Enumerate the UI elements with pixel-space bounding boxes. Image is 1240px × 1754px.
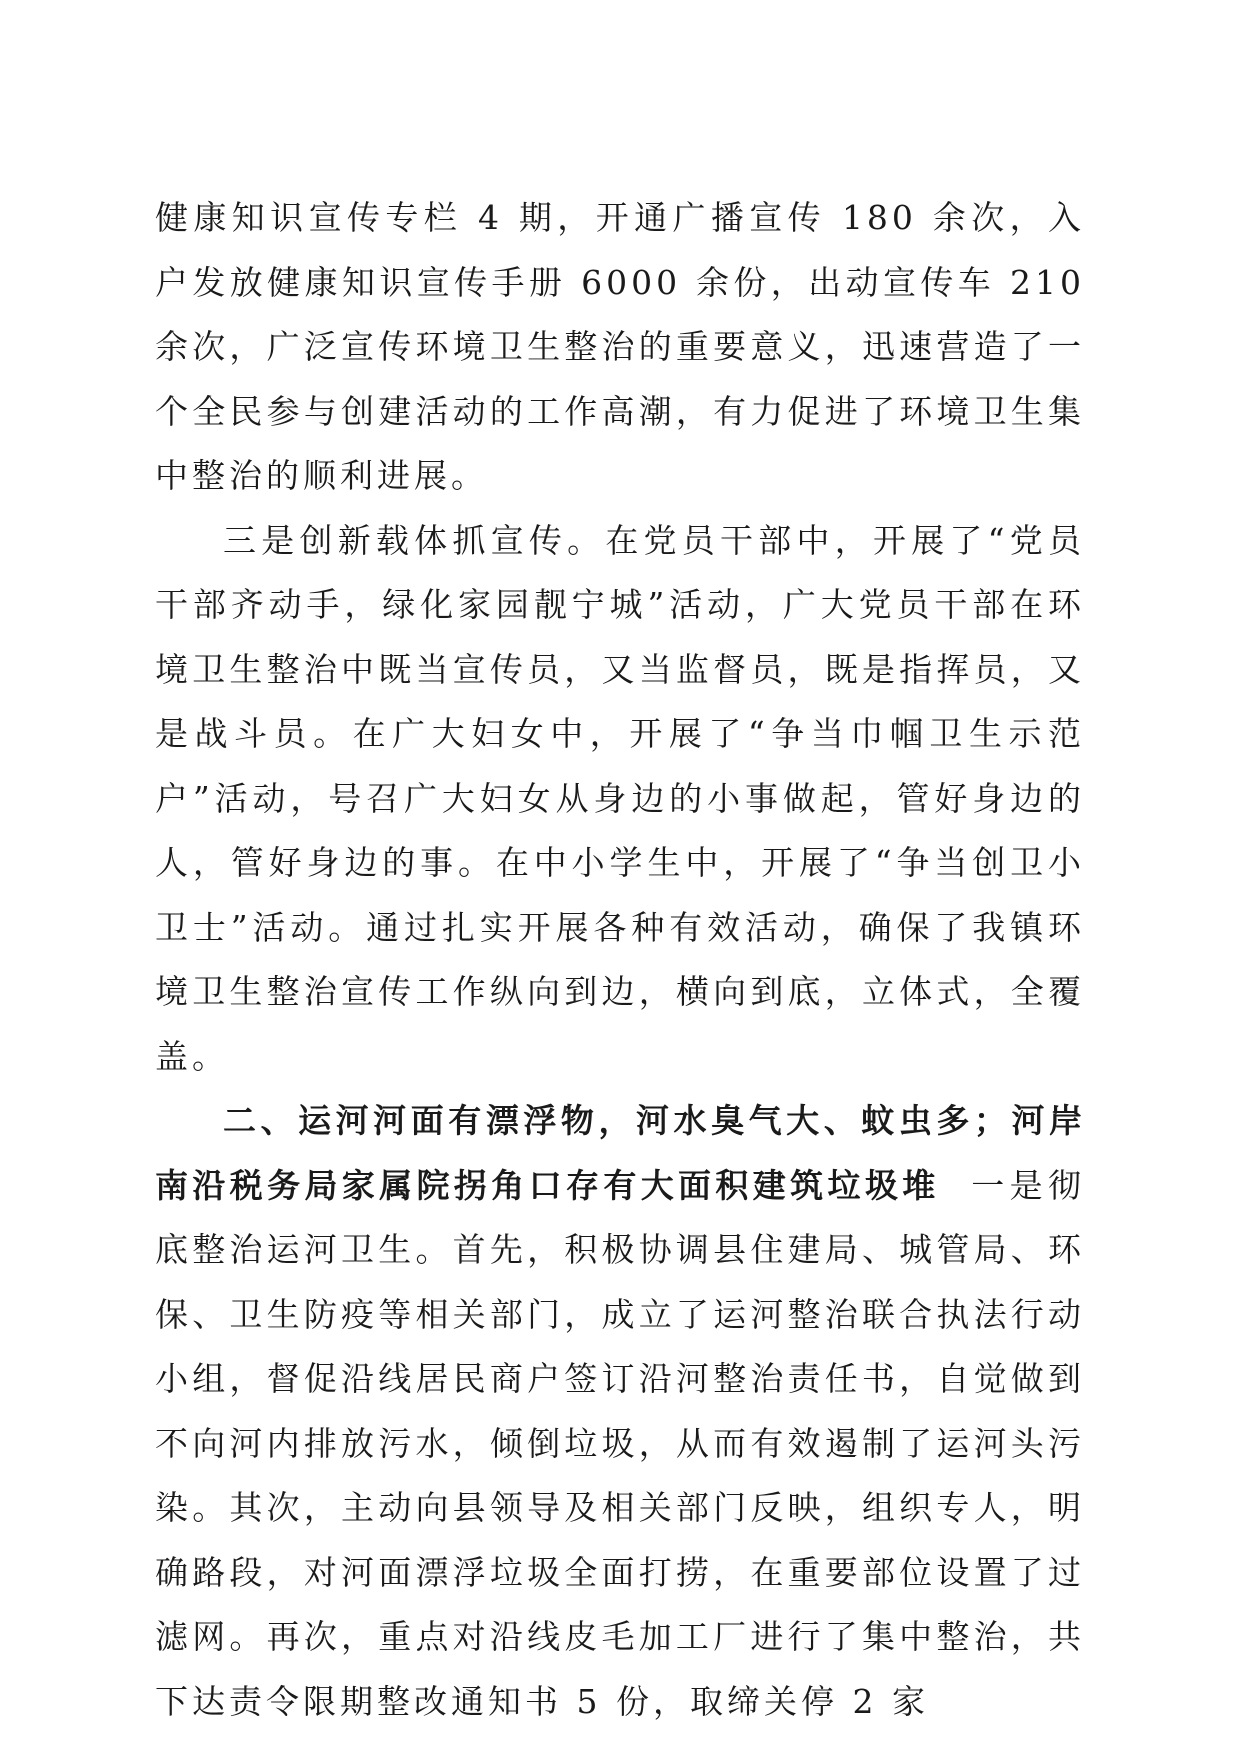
paragraph-canal-rectification	[155, 1089, 1085, 1734]
paragraph-publicity-activities: 三是创新载体抓宣传。在党员干部中，开展了“党员干部齐动手，绿化家园靓宁城”活动，广大党员干部在环境卫生整治中既当宣传员，又当监督员，既是指挥员，又是战斗员。在广大妇女中，开展了“争当巾帼卫生示范户”活动，号召广大妇女从身边的小事做起，管好身边的人，管好身边的事。在中小学生中，开展了“争当创卫小卫士”活动。通过扎实开展各种有效活动，确保了我镇环境卫生整治宣传工作纵向到边，横向到底，立体式，全覆盖。	[155, 520, 1085, 1076]
document-body	[155, 186, 1085, 1734]
paragraph-canal-body: 一是彻底整治运河卫生。首先，积极协调县住建局、城管局、环保、卫生防疫等相关部门，成立了运河整治联合执法行动小组，督促沿线居民商户签订沿河整治责任书，自觉做到不向河内排放污水，倾倒垃圾，从而有效遏制了运河头污染。其次，主动向县领导及相关部门反映，组织专人，明确路段，对河面漂浮垃圾全面打捞，在重要部位设置了过滤网。再次，重点对沿线皮毛加工厂进行了集中整治，共下达责令限期整改通知书 5 份，取缔关停 2 家	[155, 1165, 1086, 1721]
section-heading: 二、运河河面有漂浮物，河水臭气大、蚊虫多；河岸南沿税务局家属院拐角口存有大面积建筑垃圾堆	[155, 1101, 1085, 1205]
paragraph-continuation: 健康知识宣传专栏 4 期，开通广播宣传 180 余次，入户发放健康知识宣传手册 6000 余份，出动宣传车 210 余次，广泛宣传环境卫生整治的重要意义，迅速营造了一个全民参与创建活动的工作高潮，有力促进了环境卫生集中整治的顺利进展。	[155, 198, 1085, 495]
